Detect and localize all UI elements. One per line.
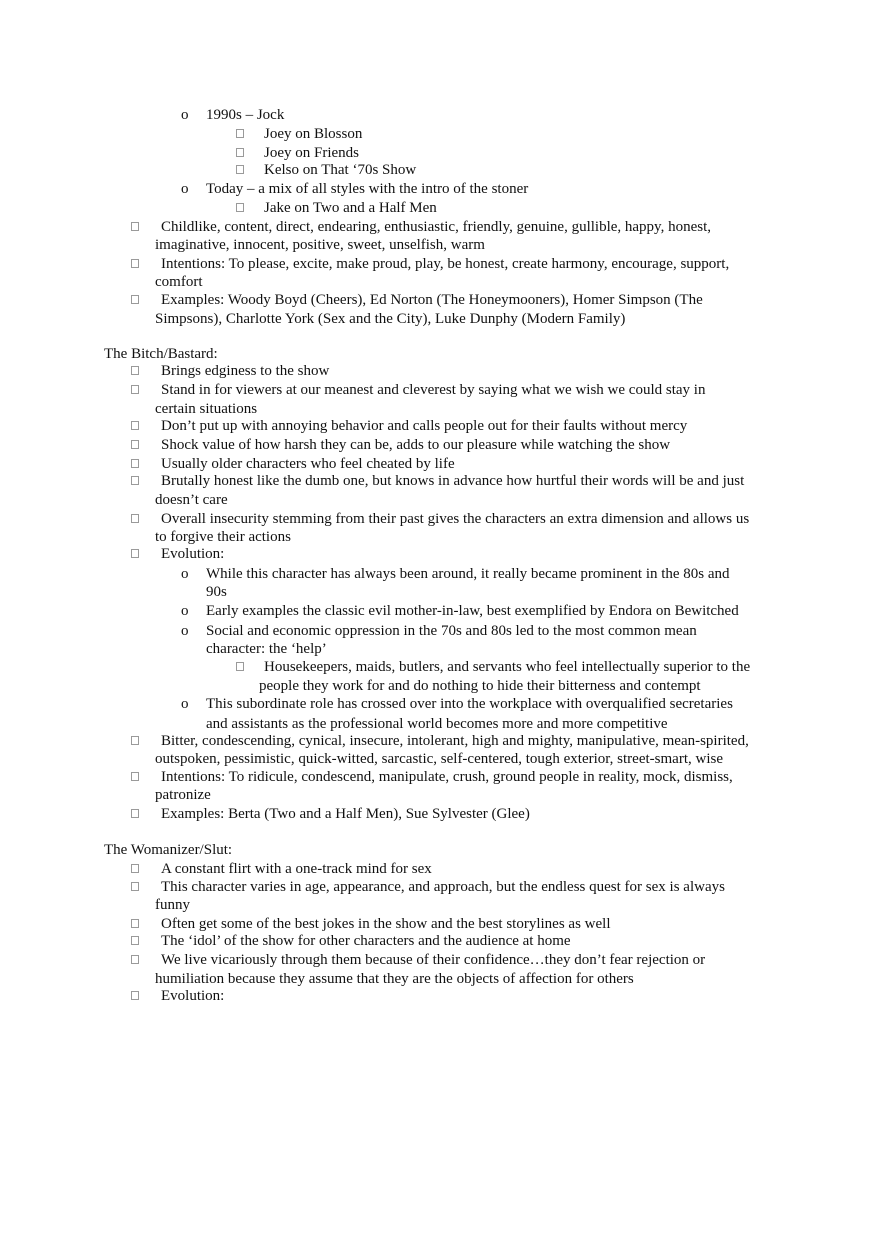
wingdings-missing-glyph-box-icon <box>131 514 139 523</box>
wingdings-missing-glyph-box-icon <box>236 662 244 671</box>
evolution-item: Early examples the classic evil mother-in-law, best exemplified by Endora on Bewitched <box>206 603 739 619</box>
wingdings-missing-glyph-box-icon <box>131 772 139 781</box>
bullet-text: A constant flirt with a one-track mind for sex <box>161 861 432 877</box>
intentions-line-1: Intentions: To ridicule, condescend, manipulate, crush, ground people in reality, mock, dismiss, <box>161 769 733 785</box>
intentions-line-1: Intentions: To please, excite, make proud, play, be honest, create harmony, encourage, support, <box>161 256 730 272</box>
wingdings-missing-glyph-box-icon <box>131 549 139 558</box>
circle-bullet: o <box>181 696 189 712</box>
bullet-text: Evolution: <box>161 988 225 1004</box>
bullet-text: Shock value of how harsh they can be, adds to our pleasure while watching the show <box>161 437 671 453</box>
traits-line-2: outspoken, pessimistic, quick-witted, sarcastic, self-centered, tough exterior, street-smart, wise <box>155 751 723 767</box>
bullet-text: Brings edginess to the show <box>161 363 330 379</box>
wingdings-missing-glyph-box-icon <box>131 222 139 231</box>
intentions-line-2: comfort <box>155 274 203 290</box>
wingdings-missing-glyph-box-icon <box>236 129 244 138</box>
traits-line-1: Childlike, content, direct, endearing, enthusiastic, friendly, genuine, gullible, happy, honest, <box>161 219 711 235</box>
example-joey-blossom: Joey on Blosson <box>264 126 363 142</box>
bullet-text: Evolution: <box>161 546 225 562</box>
bullet-text: The ‘idol’ of the show for other characters and the audience at home <box>161 933 571 949</box>
evolution-item: This subordinate role has crossed over into the workplace with overqualified secretaries <box>206 696 733 712</box>
example-jake: Jake on Two and a Half Men <box>264 200 437 216</box>
examples-line-2: Simpsons), Charlotte York (Sex and the City), Luke Dunphy (Modern Family) <box>155 311 626 327</box>
example-joey-friends: Joey on Friends <box>264 145 359 161</box>
wingdings-missing-glyph-box-icon <box>131 440 139 449</box>
wingdings-missing-glyph-box-icon <box>131 809 139 818</box>
sub-item-today: Today – a mix of all styles with the intro of the stoner <box>206 181 529 197</box>
bullet-text: Overall insecurity stemming from their past gives the characters an extra dimension and allows us <box>161 511 750 527</box>
example-kelso: Kelso on That ‘70s Show <box>264 162 417 178</box>
examples-line: Examples: Berta (Two and a Half Men), Sue Sylvester (Glee) <box>161 806 530 822</box>
bullet-text: Don’t put up with annoying behavior and calls people out for their faults without mercy <box>161 418 688 434</box>
evolution-item: While this character has always been around, it really became prominent in the 80s and <box>206 566 730 582</box>
wingdings-missing-glyph-box-icon <box>236 203 244 212</box>
circle-bullet: o <box>181 566 189 582</box>
bullet-text-continued: to forgive their actions <box>155 529 291 545</box>
wingdings-missing-glyph-box-icon <box>131 736 139 745</box>
evolution-item-continued: character: the ‘help’ <box>206 641 327 657</box>
wingdings-missing-glyph-box-icon <box>131 864 139 873</box>
wingdings-missing-glyph-box-icon <box>131 259 139 268</box>
wingdings-missing-glyph-box-icon <box>131 476 139 485</box>
evolution-item-continued: and assistants as the professional world becomes more and more competitive <box>206 716 668 732</box>
evolution-subitem: Housekeepers, maids, butlers, and servants who feel intellectually superior to the <box>264 659 751 675</box>
bullet-text: Brutally honest like the dumb one, but knows in advance how hurtful their words will be and just <box>161 473 745 489</box>
traits-line-1: Bitter, condescending, cynical, insecure, intolerant, high and mighty, manipulative, mean-spirited, <box>161 733 749 749</box>
bullet-text-continued: humiliation because they assume that they are the objects of affection for others <box>155 971 634 987</box>
section-heading: The Bitch/Bastard: <box>104 346 218 362</box>
wingdings-missing-glyph-box-icon <box>131 385 139 394</box>
wingdings-missing-glyph-box-icon <box>131 366 139 375</box>
bullet-text-continued: certain situations <box>155 401 258 417</box>
wingdings-missing-glyph-box-icon <box>131 991 139 1000</box>
wingdings-missing-glyph-box-icon <box>131 955 139 964</box>
evolution-subitem-continued: people they work for and do nothing to hide their bitterness and contempt <box>259 678 701 694</box>
wingdings-missing-glyph-box-icon <box>131 459 139 468</box>
wingdings-missing-glyph-box-icon <box>131 295 139 304</box>
traits-line-2: imaginative, innocent, positive, sweet, unselfish, warm <box>155 237 485 253</box>
evolution-item: Social and economic oppression in the 70s and 80s led to the most common mean <box>206 623 697 639</box>
circle-bullet: o <box>181 603 189 619</box>
bullet-text: This character varies in age, appearance, and approach, but the endless quest for sex is always <box>161 879 725 895</box>
evolution-item-continued: 90s <box>206 584 227 600</box>
wingdings-missing-glyph-box-icon <box>131 882 139 891</box>
circle-bullet: o <box>181 623 189 639</box>
bullet-text: We live vicariously through them because of their confidence…they don’t fear rejection or <box>161 952 706 968</box>
bullet-text: Stand in for viewers at our meanest and cleverest by saying what we wish we could stay in <box>161 382 706 398</box>
bullet-text: Usually older characters who feel cheated by life <box>161 456 455 472</box>
wingdings-missing-glyph-box-icon <box>236 148 244 157</box>
circle-bullet: o <box>181 107 189 123</box>
circle-bullet: o <box>181 181 189 197</box>
examples-line-1: Examples: Woody Boyd (Cheers), Ed Norton (The Honeymooners), Homer Simpson (The <box>161 292 703 308</box>
wingdings-missing-glyph-box-icon <box>236 165 244 174</box>
bullet-text: Often get some of the best jokes in the show and the best storylines as well <box>161 916 611 932</box>
wingdings-missing-glyph-box-icon <box>131 936 139 945</box>
wingdings-missing-glyph-box-icon <box>131 421 139 430</box>
bullet-text-continued: doesn’t care <box>155 492 228 508</box>
section-heading: The Womanizer/Slut: <box>104 842 233 858</box>
bullet-text-continued: funny <box>155 897 190 913</box>
sub-item-1990s: 1990s – Jock <box>206 107 285 123</box>
wingdings-missing-glyph-box-icon <box>131 919 139 928</box>
intentions-line-2: patronize <box>155 787 211 803</box>
